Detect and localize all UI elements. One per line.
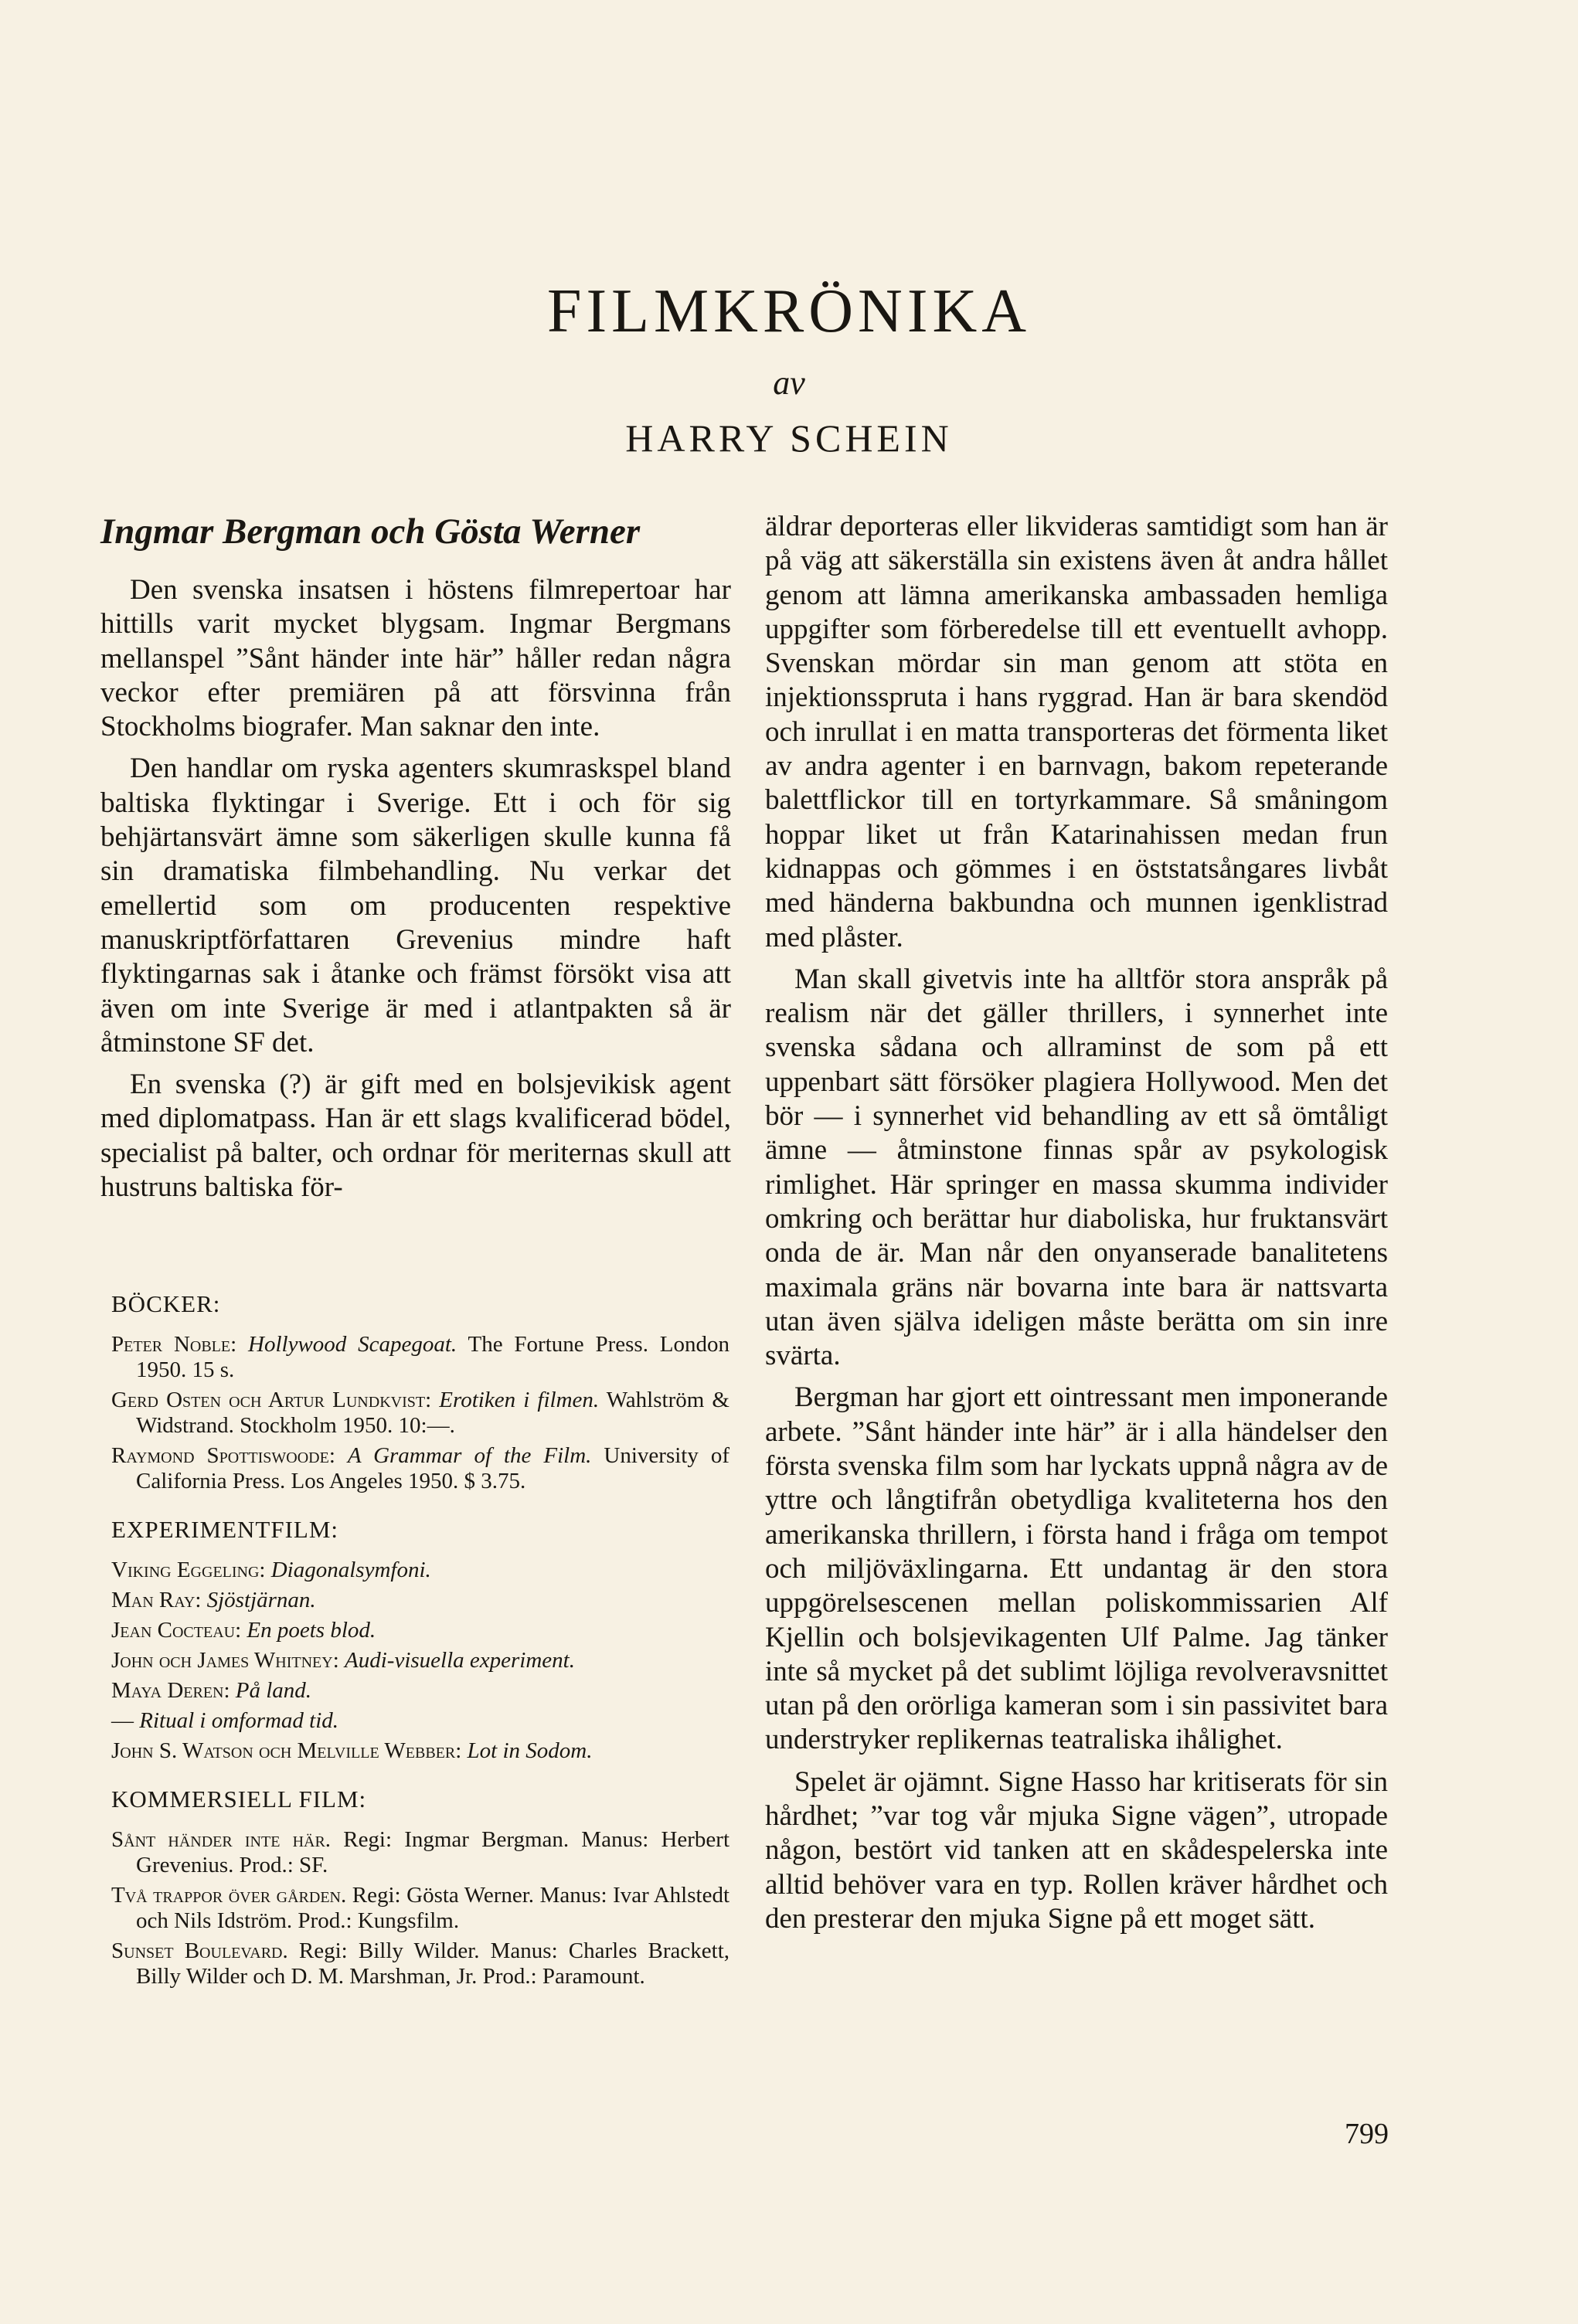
paragraph: Den svenska insatsen i höstens filmrepertoar har hittills varit mycket blygsam. Ingmar Bergmans mellanspel ”Sånt händer inte här” håller redan några veckor efter premiären på att försvinna från Stockholms biografer. Man saknar den inte. — [100, 574, 731, 743]
reference-item: Två trappor över gården. Regi: Gösta Werner. Manus: Ivar Ahlstedt och Nils Idström. Prod.: Kungsfilm. — [111, 1883, 730, 1933]
reference-item: John och James Whitney: Audi-visuella experiment. — [111, 1648, 575, 1673]
author-name: HARRY SCHEIN — [625, 416, 953, 460]
right-column — [765, 510, 1388, 1944]
left-column — [100, 510, 731, 1212]
section-title: Ingmar Bergman och Gösta Werner — [100, 511, 641, 552]
experimental-heading: EXPERIMENTFILM: — [111, 1516, 338, 1543]
reference-item: Maya Deren: På land. — [111, 1678, 312, 1703]
paragraph: äldrar deporteras eller likvideras samtidigt som han är på väg att säkerställa sin existens även åt andra hållet genom att lämna amerikanska ambassaden hemliga uppgifter som förberedelse till ett eventuellt avhopp. Svenskan mördar sin man genom att stöta en injektionsspruta i hans ryggrad. Han är bara skendöd och inrullat i en matta transporteras det förmenta liket av andra agenter i en barnvagn, bakom repeterande balettflickor till en tortyrkammare. Så småningom hoppar liket ut från Katarinahissen medan frun kidnappas och gömmes i en öststatsångares livbåt med händerna bakbundna och munnen igenklistrad med plåster. — [765, 511, 1388, 953]
reference-item: Raymond Spottiswoode: A Grammar of the Film. University of California Press. Los Angeles 1950. $ 3.75. — [111, 1443, 729, 1493]
paragraph: Spelet är ojämnt. Signe Hasso har kritiserats för sin hårdhet; ”var tog vår mjuka Signe vägen”, utropade någon, bestört vid tanken att en skådespelerska inte alltid behöver vara en typ. Rollen kräver hårdhet och den presterar den mjuka Signe på ett moget sätt. — [765, 1765, 1388, 1935]
page-number: 799 — [1345, 2118, 1389, 2150]
books-heading: BÖCKER: — [111, 1290, 221, 1317]
paragraph: En svenska (?) är gift med en bolsjevikisk agent med diplomatpass. Han är ett slags kvalificerad bödel, specialist på balter, och ordnar för meriternas skull att hustruns baltiska för- — [100, 1069, 731, 1204]
reference-list — [111, 1289, 729, 2010]
reference-item: John S. Watson och Melville Webber: Lot in Sodom. — [111, 1738, 593, 1763]
page-title: FILMKRÖNIKA — [547, 277, 1031, 345]
paragraph: Den handlar om ryska agenters skumraskspel bland baltiska flyktingar i Sverige. Ett i och för sig behjärtansvärt ämne som säkerligen skulle kunna få sin dramatiska filmbehandling. Nu verkar det emellertid som om producenten respektive manuskriptförfattaren Grevenius mindre haft flyktingarnas sak i åtanke och främst försökt visa att även om inte Sverige är med i atlantpakten så är åtminstone SF det. — [100, 753, 731, 1058]
reference-item: Viking Eggeling: Diagonalsymfoni. — [111, 1558, 431, 1582]
reference-item: Sunset Boulevard. Regi: Billy Wilder. Manus: Charles Brackett, Billy Wilder och D. M. Marshman, Jr. Prod.: Paramount. — [111, 1938, 730, 1989]
reference-item: Man Ray: Sjöstjärnan. — [111, 1588, 316, 1612]
experimental-group — [111, 1514, 729, 1764]
paragraph: Bergman har gjort ett ointressant men imponerande arbete. ”Sånt händer inte här” är i alla händelser den första svenska film som har lyckats uppnå några av de yttre och långtifrån obetydliga kvaliteterna hos den amerikanska thrillern, i första hand i fråga om tempot och miljöväxlingarna. Ett undantag är den stora uppgörelsescenen mellan poliskommissarien Alf Kjellin och bolsjevikagenten Ulf Palme. Jag tänker inte så mycket på det sublimt löjliga revolveravsnittet utan på den orörliga kameran som i sin passivitet bara understryker replikernas teatraliska ihålighet. — [765, 1381, 1388, 1756]
reference-item: Peter Noble: Hollywood Scapegoat. The Fortune Press. London 1950. 15 s. — [111, 1332, 729, 1382]
reference-item: Jean Cocteau: En poets blod. — [111, 1618, 376, 1643]
paragraph: Man skall givetvis inte ha alltför stora anspråk på realism när det gäller thrillers, i synnerhet inte svenska sådana och allraminst de som på ett uppenbart sätt försöker plagiera Hollywood. Men det bör — i synnerhet vid behandling av ett så ömtåligt ämne — åtminstone finnas spår av psykologisk rimlighet. Här springer en massa skumma individer omkring och berättar hur diaboliska, hur fruktansvärt onda de är. Man når den onyanserade banalitetens maximala gräns när bovarna inte bara är nattsvarta utan även själva ideligen måste berätta om sin inre svärta. — [765, 963, 1388, 1372]
byline: av — [773, 364, 805, 402]
reference-item: — Ritual i omformad tid. — [111, 1708, 339, 1733]
commercial-group — [111, 1784, 729, 1989]
books-group — [111, 1289, 729, 1494]
commercial-heading: KOMMERSIELL FILM: — [111, 1785, 367, 1813]
reference-item: Sånt händer inte här. Regi: Ingmar Bergman. Manus: Herbert Grevenius. Prod.: SF. — [111, 1827, 730, 1877]
reference-item: Gerd Osten och Artur Lundkvist: Erotiken i filmen. Wahlström & Widstrand. Stockholm 1950. 10:—. — [111, 1388, 729, 1438]
